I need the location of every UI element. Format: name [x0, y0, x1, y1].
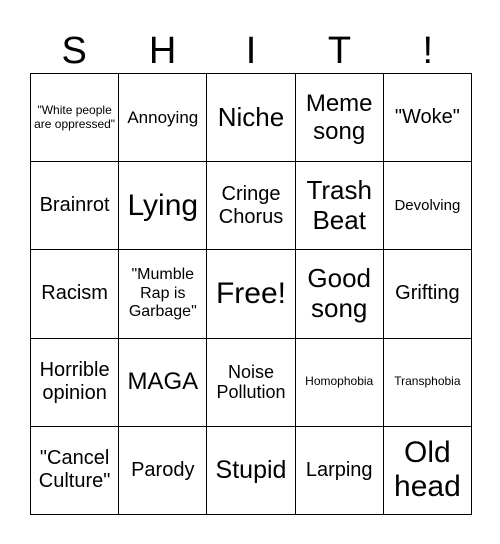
- bingo-grid: [30, 73, 472, 515]
- bingo-cell[interactable]: Trash Beat: [296, 162, 384, 250]
- bingo-cell[interactable]: Racism: [31, 250, 119, 338]
- bingo-cell[interactable]: Free!: [207, 250, 295, 338]
- bingo-cell[interactable]: Old head: [384, 427, 472, 515]
- bingo-cell[interactable]: MAGA: [119, 339, 207, 427]
- bingo-cell[interactable]: Devolving: [384, 162, 472, 250]
- bingo-cell[interactable]: Meme song: [296, 74, 384, 162]
- bingo-cell[interactable]: Parody: [119, 427, 207, 515]
- bingo-cell[interactable]: Annoying: [119, 74, 207, 162]
- header-letter: T: [327, 30, 352, 72]
- bingo-cell[interactable]: "Cancel Culture": [31, 427, 119, 515]
- bingo-cell[interactable]: Lying: [119, 162, 207, 250]
- bingo-cell[interactable]: Noise Pollution: [207, 339, 295, 427]
- bingo-cell[interactable]: Transphobia: [384, 339, 472, 427]
- bingo-cell[interactable]: "Mumble Rap is Garbage": [119, 250, 207, 338]
- bingo-cell[interactable]: Stupid: [207, 427, 295, 515]
- bingo-cell[interactable]: Grifting: [384, 250, 472, 338]
- bingo-cell[interactable]: Good song: [296, 250, 384, 338]
- header-letter: I: [245, 30, 257, 72]
- bingo-cell[interactable]: Larping: [296, 427, 384, 515]
- bingo-cell[interactable]: Brainrot: [31, 162, 119, 250]
- bingo-cell[interactable]: Horrible opinion: [31, 339, 119, 427]
- bingo-cell[interactable]: Cringe Chorus: [207, 162, 295, 250]
- header-letter: H: [148, 30, 177, 72]
- header-letter: !: [422, 30, 434, 72]
- bingo-header: [30, 28, 472, 74]
- bingo-cell[interactable]: "Woke": [384, 74, 472, 162]
- bingo-cell[interactable]: Niche: [207, 74, 295, 162]
- bingo-cell[interactable]: Homophobia: [296, 339, 384, 427]
- header-letter: S: [61, 30, 87, 72]
- bingo-cell[interactable]: "White people are oppressed": [31, 74, 119, 162]
